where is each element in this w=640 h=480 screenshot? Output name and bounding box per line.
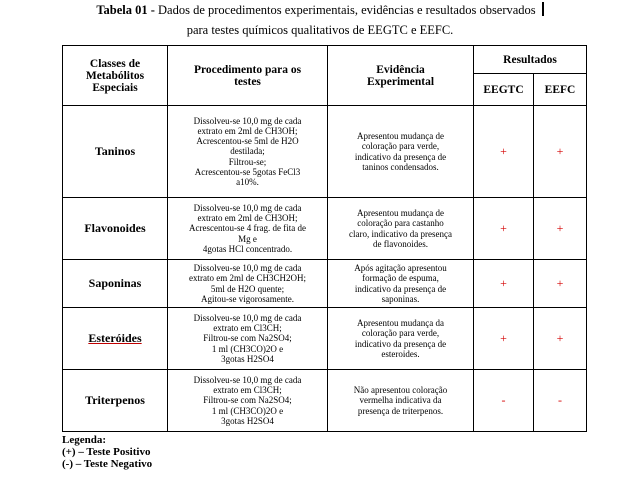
- table-row: [63, 260, 587, 308]
- row-evidence: Apresentou mudança de coloração para verde, indicativo da presença de taninos condensados.: [328, 106, 474, 198]
- legend-negative: (-) – Teste Negativo: [62, 458, 153, 471]
- result-eegtc: -: [474, 370, 534, 432]
- table-row: [63, 198, 587, 260]
- row-procedure: Dissolveu-se 10,0 mg de cada extrato em Cl3CH; Filtrou-se com Na2SO4; 1 ml (CH3CO)2O e 3gotas H2SO4: [168, 308, 328, 370]
- header-classes: Classes de Metabólitos Especiais: [63, 46, 168, 106]
- row-evidence: Apresentou mudança de coloração para castanho claro, indicativo da presença de flavonoides.: [328, 198, 474, 260]
- row-evidence: Após agitação apresentou formação de espuma, indicativo da presença de saponinas.: [328, 260, 474, 308]
- result-eefc: +: [534, 260, 587, 308]
- row-procedure: Dissolveu-se 10,0 mg de cada extrato em 2ml de CH3CH2OH; 5ml de H2O quente; Agitou-se vigorosamente.: [168, 260, 328, 308]
- header-eegtc: EEGTC: [474, 74, 534, 106]
- header-eefc: EEFC: [534, 74, 587, 106]
- row-class: Esteróides: [63, 308, 168, 370]
- row-class: Taninos: [63, 106, 168, 198]
- header-evidencia: Evidência Experimental: [328, 46, 474, 106]
- result-eefc: -: [534, 370, 587, 432]
- text-cursor-bar: [542, 2, 544, 16]
- header-resultados: Resultados: [474, 46, 587, 74]
- result-eegtc: +: [474, 308, 534, 370]
- result-eefc: +: [534, 308, 587, 370]
- table-caption-line-2: para testes químicos qualitativos de EEGTC e EEFC.: [186, 23, 454, 37]
- row-evidence: Apresentou mudança da coloração para verde, indicativo da presença de esteroides.: [328, 308, 474, 370]
- caption-label: Tabela 01 -: [96, 3, 155, 17]
- row-class: Flavonoides: [63, 198, 168, 260]
- result-eefc: +: [534, 106, 587, 198]
- table-row: [63, 308, 587, 370]
- table-row: [63, 106, 587, 198]
- results-table: [62, 45, 587, 432]
- row-class: Triterpenos: [63, 370, 168, 432]
- table-caption-line-1: [0, 1, 640, 19]
- row-class: Saponinas: [63, 260, 168, 308]
- header-procedimento: Procedimento para os testes: [168, 46, 328, 106]
- legend-positive: (+) – Teste Positivo: [62, 446, 151, 459]
- legend: [62, 434, 152, 471]
- table-row: [63, 370, 587, 432]
- result-eegtc: +: [474, 260, 534, 308]
- caption-text-1: Dados de procedimentos experimentais, evidências e resultados observados: [158, 3, 536, 17]
- row-procedure: Dissolveu-se 10,0 mg de cada extrato em 2ml de CH3OH; Acrescentou-se 4 frag. de fita de Mg e 4gotas HCl concentrado.: [168, 198, 328, 260]
- result-eegtc: +: [474, 106, 534, 198]
- row-procedure: Dissolveu-se 10,0 mg de cada extrato em 2ml de CH3OH; Acrescentou-se 5ml de H2O destilada; Filtrou-se; Acrescentou-se 5gotas FeCl3 a10%.: [168, 106, 328, 198]
- result-eefc: +: [534, 198, 587, 260]
- legend-title: Legenda:: [62, 434, 106, 446]
- row-procedure: Dissolveu-se 10,0 mg de cada extrato em Cl3CH; Filtrou-se com Na2SO4; 1 ml (CH3CO)2O e 3gotas H2SO4: [168, 370, 328, 432]
- row-evidence: Não apresentou coloração vermelha indicativa da presença de triterpenos.: [328, 370, 474, 432]
- result-eegtc: +: [474, 198, 534, 260]
